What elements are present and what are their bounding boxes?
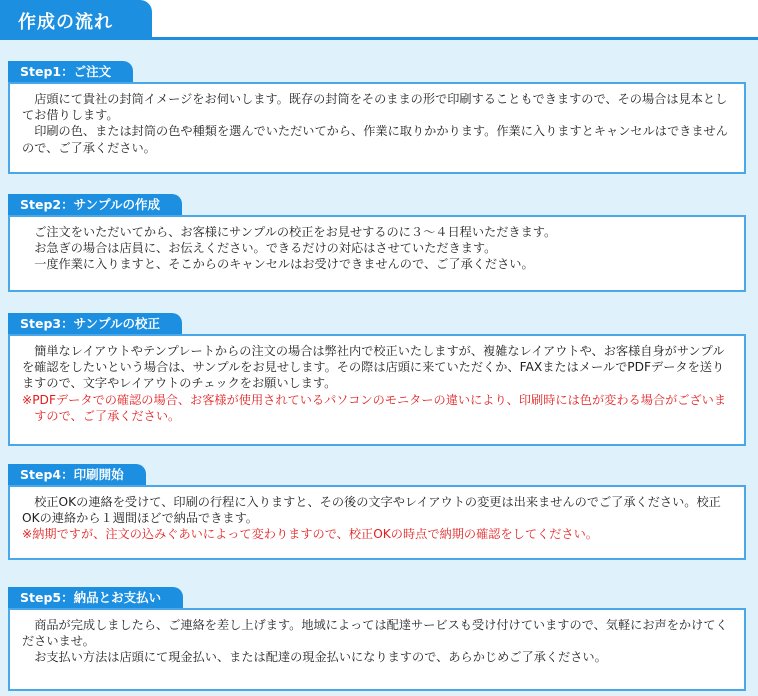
- step-2-paragraph: ご注文をいただいてから、お客様にサンプルの校正をお見せするのに３～４日程いただきます。: [34, 225, 557, 239]
- step-3-content: [8, 334, 746, 446]
- step-2-paragraph: お急ぎの場合は店員に、お伝えください。できるだけの対応はさせていただきます。: [34, 241, 497, 256]
- step-1-label: Step1：ご注文: [8, 61, 133, 82]
- step-4-content: [8, 485, 746, 560]
- step-3-label: Step3：サンプルの校正: [8, 313, 182, 334]
- step-5-content: [8, 608, 746, 691]
- step-5-label: Step5：納品とお支払い: [8, 587, 183, 608]
- step-5-paragraph: 商品が完成しましたら、ご連絡を差し上げます。地域によっては配達サービスも受け付けていますので、気軽にお声をかけてくださいませ。: [22, 618, 728, 649]
- step-4-paragraph: 校正OKの連絡を受けて、印刷の行程に入りますと、その後の文字やレイアウトの変更は出来ませんのでご了承ください。校正OKの連絡から１週間ほどで納品できます。: [22, 495, 721, 526]
- step-2-content: [8, 215, 746, 292]
- flow-panel: [0, 37, 758, 696]
- step-2-label: Step2：サンプルの作成: [8, 194, 182, 215]
- step-3-paragraph: 簡単なレイアウトやテンプレートからの注文の場合は弊社内で校正いたしますが、複雑なレイアウトや、お客様自身がサンプルを確認をしたいという場合は、サンプルをお見せします。その際は店頭に来ていただくか、FAXまたはメールでPDFデータを送りますので、文字やレイアウトのチェックをお願いします。: [22, 344, 725, 391]
- step-1-paragraph: 印刷の色、または封筒の色や種類を選んでいただいてから、作業に取りかかります。作業に入りますとキャンセルはできませんので、ご了承ください。: [22, 124, 728, 155]
- page-title: 作成の流れ: [18, 12, 113, 33]
- step-1-paragraph: 店頭にて貴社の封筒イメージをお伺いします。既存の封筒をそのままの形で印刷することもできますので、その場合は見本としてお借りします。: [22, 92, 728, 123]
- step-4-note: ※納期ですが、注文の込みぐあいによって変わりますので、校正OKの時点で納期の確認をしてください。: [22, 527, 598, 542]
- step-4-label: Step4：印刷開始: [8, 464, 146, 485]
- section-title-tab: [0, 0, 152, 38]
- step-5-paragraph: お支払い方法は店頭にて現金払い、または配達の現金払いになりますので、あらかじめご了承ください。: [34, 650, 607, 665]
- step-2-paragraph: 一度作業に入りますと、そこからのキャンセルはお受けできませんので、ご了承ください。: [34, 257, 534, 272]
- step-3-note: ※PDFデータでの確認の場合、お客様が使用されているパソコンのモニターの違いにより、印刷時には色が変わる場合がございますので、ご了承ください。: [22, 392, 727, 423]
- step-1-content: [8, 82, 746, 174]
